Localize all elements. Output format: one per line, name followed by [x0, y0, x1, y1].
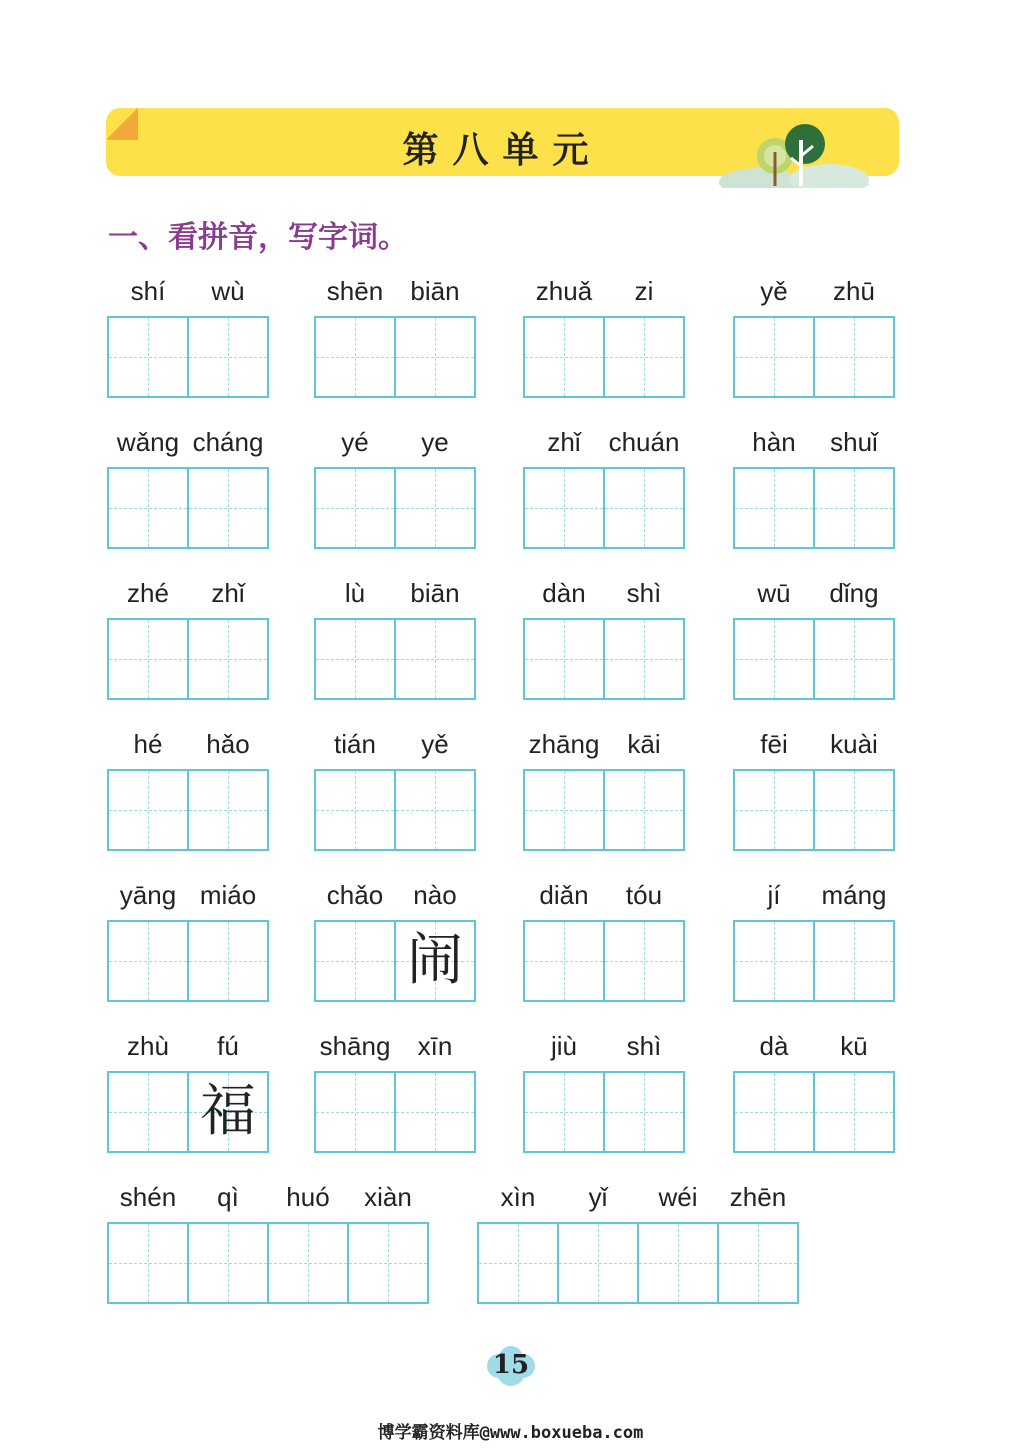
- character-writing-box[interactable]: [314, 618, 396, 700]
- character-writing-box[interactable]: [603, 618, 685, 700]
- pinyin-label: wù: [211, 276, 245, 306]
- character-writing-box[interactable]: [187, 920, 269, 1002]
- character-writing-box[interactable]: [107, 618, 189, 700]
- character-writing-box[interactable]: [603, 1071, 685, 1153]
- writing-boxes: [107, 467, 269, 549]
- pinyin-label: shí: [130, 276, 166, 306]
- character-writing-box[interactable]: [107, 316, 189, 398]
- pinyin-label: xiàn: [364, 1182, 412, 1212]
- pinyin-label: hàn: [752, 427, 796, 457]
- pinyin-label: lù: [344, 578, 366, 608]
- writing-boxes: [733, 920, 895, 1002]
- pinyin-label: biān: [410, 578, 460, 608]
- pinyin-label: zhuǎ: [535, 276, 593, 306]
- pinyin-label: ye: [421, 427, 449, 457]
- character-writing-box[interactable]: [394, 467, 476, 549]
- character-writing-box[interactable]: [733, 769, 815, 851]
- pinyin-label: shēn: [326, 276, 384, 306]
- pinyin-label: shì: [626, 578, 662, 608]
- writing-boxes: [523, 618, 685, 700]
- writing-boxes: [733, 618, 895, 700]
- character-writing-box[interactable]: [603, 769, 685, 851]
- writing-boxes: [523, 769, 685, 851]
- unit-title: 第八单元: [402, 129, 603, 171]
- writing-boxes: [107, 618, 269, 700]
- pinyin-label: chǎo: [326, 880, 384, 910]
- writing-boxes: [523, 316, 685, 398]
- character-writing-box[interactable]: [267, 1222, 349, 1304]
- pinyin-label: yāng: [119, 880, 177, 910]
- pinyin-label: wū: [757, 578, 791, 608]
- writing-boxes: [523, 920, 685, 1002]
- page-number: 15: [492, 1350, 530, 1380]
- pinyin-label: miáo: [199, 880, 257, 910]
- pinyin-label: cháng: [192, 427, 264, 457]
- pinyin-label: yé: [341, 427, 369, 457]
- pinyin-label: tián: [334, 729, 376, 759]
- pinyin-label: hǎo: [206, 729, 250, 759]
- character-writing-box[interactable]: [477, 1222, 559, 1304]
- character-writing-box[interactable]: [523, 618, 605, 700]
- pinyin-label: yě: [421, 729, 449, 759]
- pinyin-label: tóu: [625, 880, 663, 910]
- character-writing-box[interactable]: [107, 1071, 189, 1153]
- pinyin-label: kū: [840, 1031, 868, 1061]
- pinyin-label: diǎn: [539, 880, 589, 910]
- character-writing-box[interactable]: [603, 316, 685, 398]
- pinyin-label: zhāng: [528, 729, 600, 759]
- writing-boxes: [314, 920, 476, 1002]
- character-writing-box[interactable]: [523, 467, 605, 549]
- character-writing-box[interactable]: [733, 316, 815, 398]
- character-writing-box[interactable]: [813, 467, 895, 549]
- character-writing-box[interactable]: [733, 618, 815, 700]
- character-writing-box[interactable]: [394, 1071, 476, 1153]
- writing-boxes: [733, 467, 895, 549]
- writing-boxes: [523, 467, 685, 549]
- character-writing-box[interactable]: [394, 618, 476, 700]
- character-writing-box[interactable]: [187, 1071, 269, 1153]
- character-writing-box[interactable]: [733, 467, 815, 549]
- character-writing-box[interactable]: [107, 769, 189, 851]
- pinyin-label: xīn: [417, 1031, 453, 1061]
- character-writing-box[interactable]: [394, 316, 476, 398]
- pinyin-label: shén: [119, 1182, 177, 1212]
- pinyin-label: yǐ: [588, 1182, 608, 1212]
- character-writing-box[interactable]: [107, 920, 189, 1002]
- character-writing-box[interactable]: [813, 618, 895, 700]
- character-writing-box[interactable]: [717, 1222, 799, 1304]
- character-writing-box[interactable]: [107, 467, 189, 549]
- pinyin-label: hé: [133, 729, 163, 759]
- pinyin-label: shuǐ: [830, 427, 878, 457]
- character-writing-box[interactable]: [603, 920, 685, 1002]
- writing-boxes: [477, 1222, 799, 1304]
- writing-boxes: [314, 1071, 476, 1153]
- pinyin-label: fú: [217, 1031, 239, 1061]
- character-writing-box[interactable]: [314, 769, 396, 851]
- pinyin-label: jiù: [550, 1031, 577, 1061]
- pinyin-label: chuán: [608, 427, 680, 457]
- pinyin-label: wǎng: [116, 427, 180, 457]
- tree-illustration-icon: [719, 122, 869, 188]
- character-writing-box[interactable]: [733, 920, 815, 1002]
- pinyin-label: zhǐ: [211, 578, 245, 608]
- character-writing-box[interactable]: [733, 1071, 815, 1153]
- character-writing-box[interactable]: [813, 316, 895, 398]
- pinyin-label: shì: [626, 1031, 662, 1061]
- pinyin-label: xìn: [500, 1182, 536, 1212]
- section-heading: 一、看拼音，写字词。: [108, 220, 408, 255]
- pinyin-label: biān: [410, 276, 460, 306]
- character-writing-box[interactable]: [523, 316, 605, 398]
- pinyin-label: zhé: [127, 578, 169, 608]
- writing-boxes: [733, 769, 895, 851]
- pinyin-label: wéi: [658, 1182, 698, 1212]
- writing-boxes: [523, 1071, 685, 1153]
- pinyin-label: dàn: [542, 578, 586, 608]
- pinyin-label: kāi: [627, 729, 661, 759]
- pinyin-label: máng: [821, 880, 887, 910]
- footer-watermark: 博学霸资料库@www.boxueba.com: [377, 1423, 644, 1443]
- pinyin-label: dà: [759, 1031, 789, 1061]
- character-writing-box[interactable]: [813, 920, 895, 1002]
- pinyin-label: fēi: [760, 729, 788, 759]
- pinyin-label: huó: [286, 1182, 330, 1212]
- pinyin-label: zhù: [127, 1031, 169, 1061]
- writing-boxes: [107, 1222, 429, 1304]
- character-writing-box[interactable]: [314, 316, 396, 398]
- pinyin-label: qì: [217, 1182, 239, 1212]
- pinyin-label: nào: [413, 880, 457, 910]
- character-writing-box[interactable]: [314, 467, 396, 549]
- writing-boxes: [733, 1071, 895, 1153]
- character-writing-box[interactable]: [394, 769, 476, 851]
- character-writing-box[interactable]: [187, 316, 269, 398]
- pinyin-label: shāng: [319, 1031, 391, 1061]
- writing-boxes: [733, 316, 895, 398]
- pinyin-label: zhū: [833, 276, 875, 306]
- character-writing-box[interactable]: [603, 467, 685, 549]
- writing-boxes: [107, 920, 269, 1002]
- character-writing-box[interactable]: [523, 1071, 605, 1153]
- character-writing-box[interactable]: [347, 1222, 429, 1304]
- character-writing-box[interactable]: [523, 769, 605, 851]
- pinyin-label: dǐng: [829, 578, 879, 608]
- character-writing-box[interactable]: [187, 467, 269, 549]
- writing-boxes: [107, 316, 269, 398]
- character-writing-box[interactable]: [187, 1222, 269, 1304]
- pinyin-label: jí: [767, 880, 781, 910]
- character-writing-box[interactable]: [314, 1071, 396, 1153]
- character-writing-box[interactable]: [637, 1222, 719, 1304]
- character-writing-box[interactable]: [107, 1222, 189, 1304]
- handwritten-character: 福: [200, 1079, 256, 1144]
- character-writing-box[interactable]: [394, 920, 476, 1002]
- character-writing-box[interactable]: [813, 1071, 895, 1153]
- unit-banner: [106, 108, 899, 176]
- character-writing-box[interactable]: [557, 1222, 639, 1304]
- writing-boxes: [107, 769, 269, 851]
- writing-boxes: [314, 618, 476, 700]
- writing-boxes: [314, 769, 476, 851]
- character-writing-box[interactable]: [314, 920, 396, 1002]
- character-writing-box[interactable]: [187, 618, 269, 700]
- page-number-badge: [485, 1344, 537, 1388]
- character-writing-box[interactable]: [187, 769, 269, 851]
- pinyin-label: yě: [760, 276, 788, 306]
- writing-boxes: [314, 467, 476, 549]
- character-writing-box[interactable]: [813, 769, 895, 851]
- pinyin-label: zhēn: [729, 1182, 787, 1212]
- pinyin-label: kuài: [830, 729, 878, 759]
- writing-boxes: [107, 1071, 269, 1153]
- writing-boxes: [314, 316, 476, 398]
- handwritten-character: 闹: [407, 928, 463, 993]
- character-writing-box[interactable]: [523, 920, 605, 1002]
- pinyin-label: zi: [634, 276, 654, 306]
- pinyin-label: zhǐ: [547, 427, 581, 457]
